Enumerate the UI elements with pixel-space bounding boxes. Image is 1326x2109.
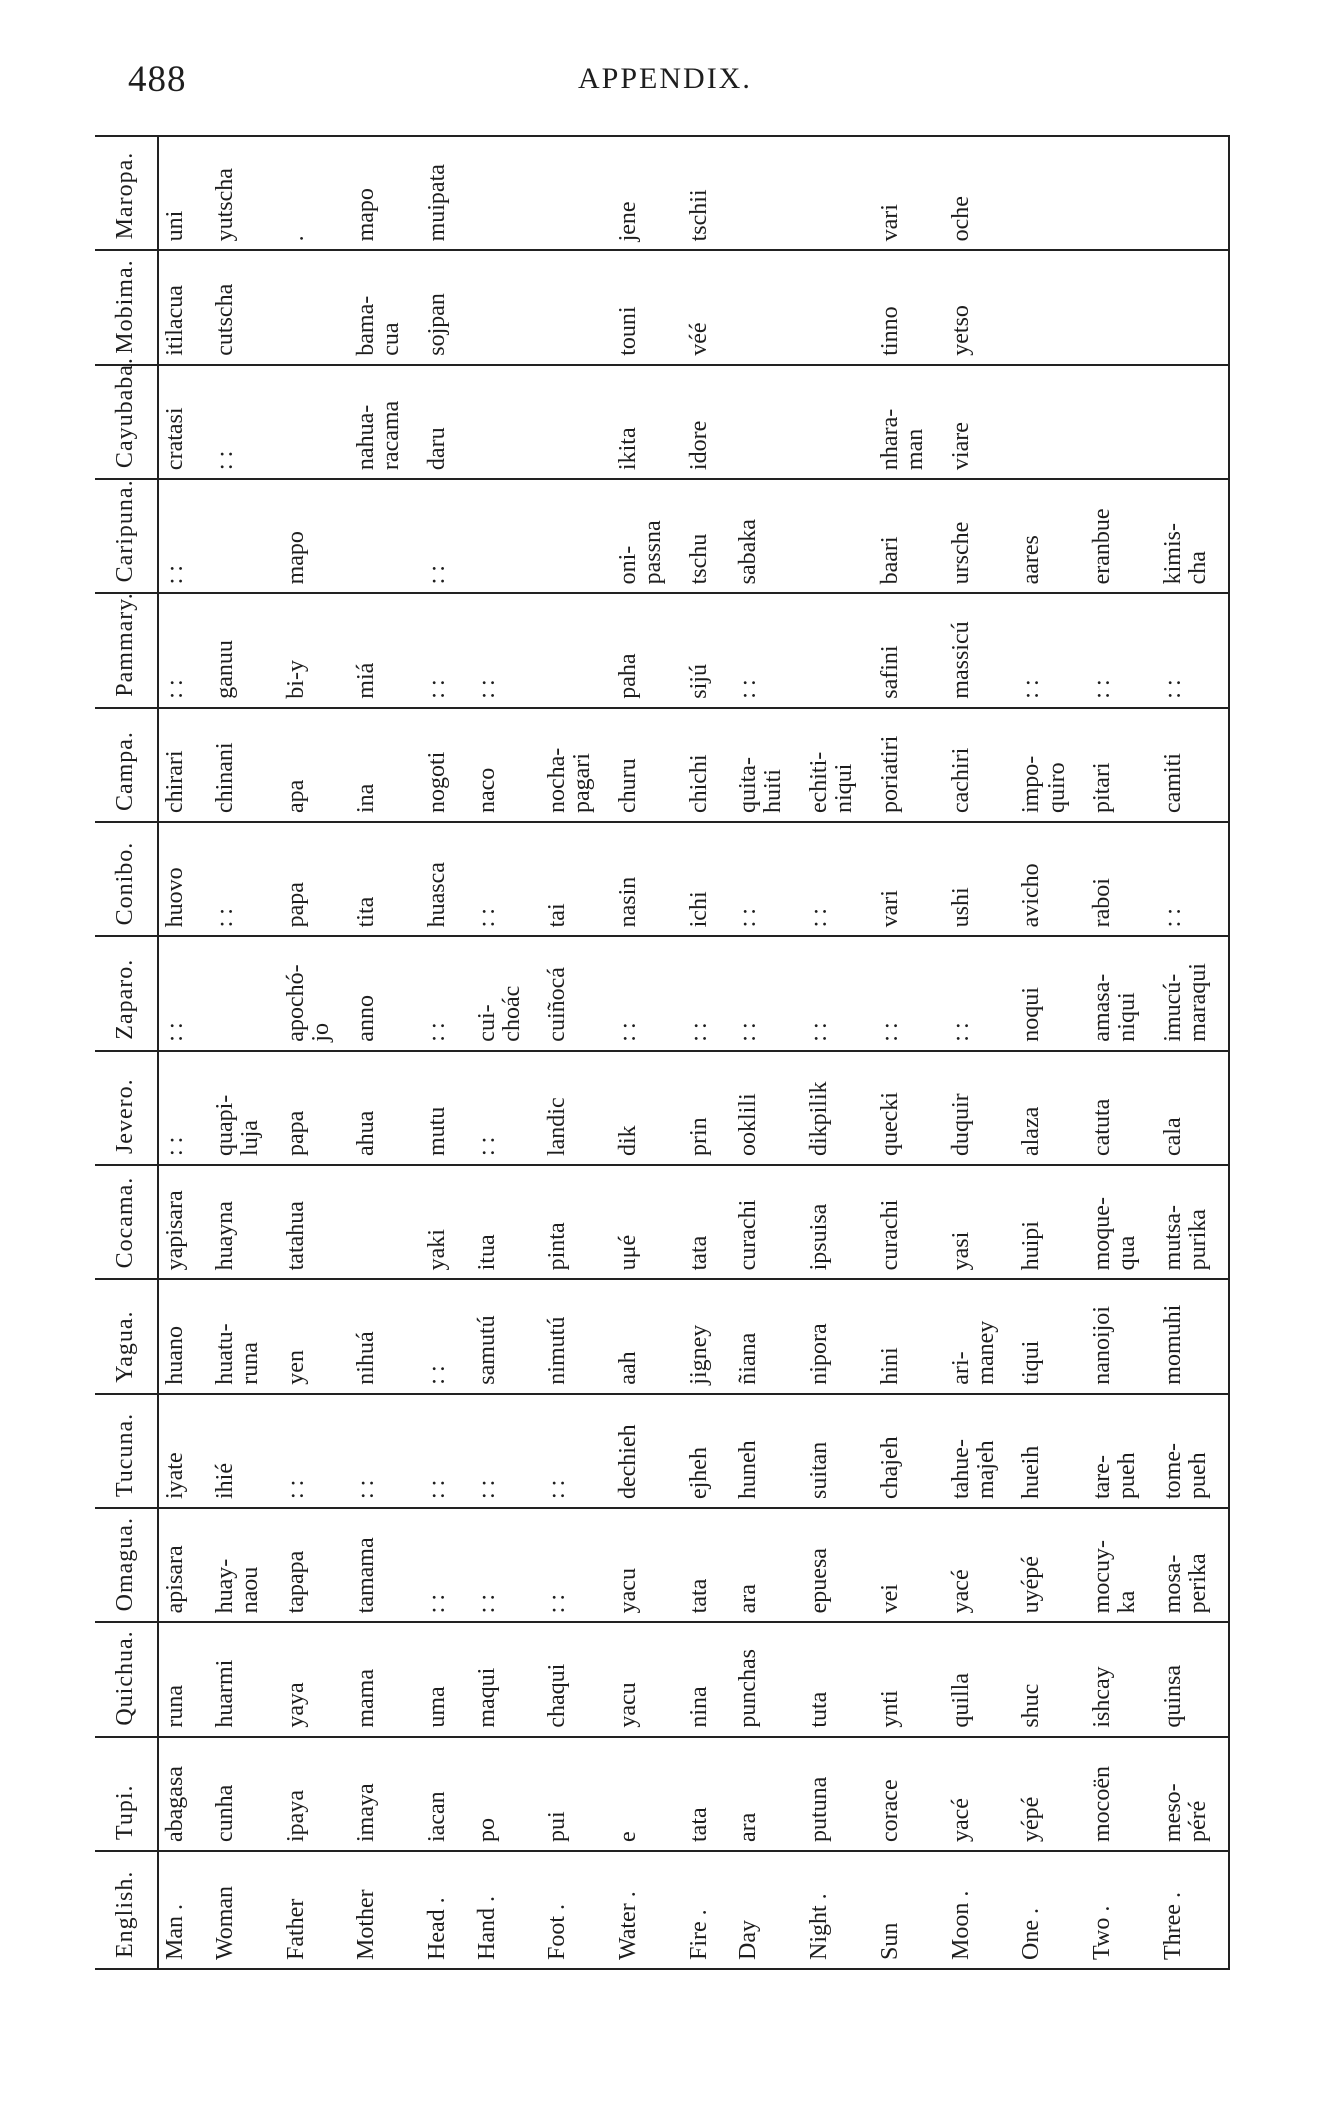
table-cell: touni xyxy=(612,250,683,364)
table-cell: huay- naou xyxy=(209,1508,280,1622)
table-cell: ari- maney xyxy=(945,1279,1016,1393)
table-cell: sojpan xyxy=(421,250,470,364)
table-cell: quilla xyxy=(945,1622,1016,1736)
table-cell: e xyxy=(612,1737,683,1851)
table-cell: uma xyxy=(421,1622,470,1736)
table-cell: : : xyxy=(1157,593,1229,707)
table-row xyxy=(280,136,351,1969)
table-cell: huipi xyxy=(1015,1165,1086,1279)
table-cell: tai xyxy=(541,822,612,936)
table-cell: itua xyxy=(471,1165,542,1279)
table-row xyxy=(874,136,945,1969)
table-row xyxy=(471,136,542,1969)
table-row xyxy=(1086,136,1157,1969)
table-cell: hueih xyxy=(1015,1394,1086,1508)
table-cell: véé xyxy=(683,250,732,364)
table-cell: : : xyxy=(732,822,803,936)
table-header-row xyxy=(95,136,158,1969)
table-cell: : : xyxy=(683,936,732,1050)
table-cell xyxy=(541,250,612,364)
table-cell xyxy=(732,365,803,479)
table-cell: yaya xyxy=(280,1622,351,1736)
table-cell: runa xyxy=(158,1622,209,1736)
table-cell: alaza xyxy=(1015,1051,1086,1165)
table-cell: chaqui xyxy=(541,1622,612,1736)
table-cell: yaki xyxy=(421,1165,470,1279)
row-label: Man . xyxy=(158,1851,209,1969)
table-cell: imaya xyxy=(350,1737,421,1851)
table-cell: ipaya xyxy=(280,1737,351,1851)
table-cell: quita- huiti xyxy=(732,708,803,822)
table-cell: : : xyxy=(350,1394,421,1508)
table-cell: chajeh xyxy=(874,1394,945,1508)
table-cell: safini xyxy=(874,593,945,707)
table-cell: tata xyxy=(683,1508,732,1622)
table-cell: curachi xyxy=(732,1165,803,1279)
table-cell xyxy=(1157,250,1229,364)
table-cell xyxy=(541,593,612,707)
table-row xyxy=(1157,136,1229,1969)
table-cell: pinta xyxy=(541,1165,612,1279)
table-cell: uni xyxy=(158,136,209,250)
table-cell: : : xyxy=(471,593,542,707)
table-cell: : : xyxy=(945,936,1016,1050)
table-cell: suitan xyxy=(803,1394,874,1508)
table-cell xyxy=(209,936,280,1050)
table-cell: : : xyxy=(471,822,542,936)
table-cell xyxy=(1157,136,1229,250)
table-cell: mapo xyxy=(350,136,421,250)
page-number: 488 xyxy=(128,59,187,100)
table-cell xyxy=(350,1165,421,1279)
table-cell: mutsa- purika xyxy=(1157,1165,1229,1279)
table-cell: mocuy- ka xyxy=(1086,1508,1157,1622)
table-cell: echiti- niqui xyxy=(803,708,874,822)
column-header: Yagua. xyxy=(95,1279,158,1393)
table-cell: poriatiri xyxy=(874,708,945,822)
table-cell: : : xyxy=(421,479,470,593)
table-cell: putuna xyxy=(803,1737,874,1851)
vocabulary-table-container xyxy=(95,135,1230,1970)
table-cell: yen xyxy=(280,1279,351,1393)
table-cell xyxy=(803,593,874,707)
page-header xyxy=(128,58,1248,108)
table-cell: jigney xyxy=(683,1279,732,1393)
table-cell: : : xyxy=(158,936,209,1050)
table-cell: ina xyxy=(350,708,421,822)
table-cell: corace xyxy=(874,1737,945,1851)
table-cell xyxy=(471,250,542,364)
table-cell: : : xyxy=(1015,593,1086,707)
table-cell: miá xyxy=(350,593,421,707)
row-label: Moon . xyxy=(945,1851,1016,1969)
table-cell: vari xyxy=(874,822,945,936)
table-cell: yacé xyxy=(945,1737,1016,1851)
table-cell: huneh xyxy=(732,1394,803,1508)
table-cell: punchas xyxy=(732,1622,803,1736)
row-label: Foot . xyxy=(541,1851,612,1969)
table-cell: cala xyxy=(1157,1051,1229,1165)
table-cell xyxy=(1086,365,1157,479)
table-cell: dechieh xyxy=(612,1394,683,1508)
row-label: Woman xyxy=(209,1851,280,1969)
table-cell: tita xyxy=(350,822,421,936)
table-cell: baari xyxy=(874,479,945,593)
table-cell: eranbue xyxy=(1086,479,1157,593)
table-cell: dikpilik xyxy=(803,1051,874,1165)
table-cell: noqui xyxy=(1015,936,1086,1050)
table-cell: : : xyxy=(421,1394,470,1508)
table-cell: : : xyxy=(209,365,280,479)
table-cell: apisara xyxy=(158,1508,209,1622)
table-cell: kimis- cha xyxy=(1157,479,1229,593)
table-cell: ara xyxy=(732,1508,803,1622)
table-cell: sabaka xyxy=(732,479,803,593)
row-label: Water . xyxy=(612,1851,683,1969)
table-cell: tuta xyxy=(803,1622,874,1736)
table-cell: chichi xyxy=(683,708,732,822)
table-cell: ushi xyxy=(945,822,1016,936)
row-label: Fire . xyxy=(683,1851,732,1969)
table-cell: imucú- maraqui xyxy=(1157,936,1229,1050)
table-cell: momuhi xyxy=(1157,1279,1229,1393)
table-cell: daru xyxy=(421,365,470,479)
column-header: Campa. xyxy=(95,708,158,822)
table-cell: : : xyxy=(421,593,470,707)
table-cell: : : xyxy=(158,1051,209,1165)
table-cell: avicho xyxy=(1015,822,1086,936)
table-cell: vei xyxy=(874,1508,945,1622)
table-cell: tare- pueh xyxy=(1086,1394,1157,1508)
table-row xyxy=(612,136,683,1969)
table-cell: cratasi xyxy=(158,365,209,479)
table-cell: nihuá xyxy=(350,1279,421,1393)
table-cell: tschii xyxy=(683,136,732,250)
table-cell: : : xyxy=(874,936,945,1050)
table-cell: : : xyxy=(803,936,874,1050)
table-cell: ooklili xyxy=(732,1051,803,1165)
table-cell: landic xyxy=(541,1051,612,1165)
table-cell: ejheh xyxy=(683,1394,732,1508)
table-cell: shuc xyxy=(1015,1622,1086,1736)
table-cell: curachi xyxy=(874,1165,945,1279)
table-cell xyxy=(541,479,612,593)
table-cell xyxy=(471,365,542,479)
table-cell xyxy=(350,479,421,593)
table-cell xyxy=(209,479,280,593)
table-cell: aares xyxy=(1015,479,1086,593)
table-cell: idore xyxy=(683,365,732,479)
table-cell: cunha xyxy=(209,1737,280,1851)
table-cell: tschu xyxy=(683,479,732,593)
row-label: Mother xyxy=(350,1851,421,1969)
table-row xyxy=(209,136,280,1969)
table-cell: sijú xyxy=(683,593,732,707)
table-cell: : : xyxy=(612,936,683,1050)
table-cell: cui- choác xyxy=(471,936,542,1050)
table-cell: yutscha xyxy=(209,136,280,250)
table-cell xyxy=(1015,250,1086,364)
table-row xyxy=(945,136,1016,1969)
table-cell: churu xyxy=(612,708,683,822)
table-cell: uyépé xyxy=(1015,1508,1086,1622)
table-cell xyxy=(732,136,803,250)
table-cell: uμé xyxy=(612,1165,683,1279)
table-cell: oni- passna xyxy=(612,479,683,593)
table-cell: apa xyxy=(280,708,351,822)
column-header: Tupi. xyxy=(95,1737,158,1851)
table-cell xyxy=(471,479,542,593)
table-cell: yetso xyxy=(945,250,1016,364)
table-cell: : : xyxy=(421,1508,470,1622)
running-head: APPENDIX. xyxy=(578,62,752,95)
table-cell: mocoën xyxy=(1086,1737,1157,1851)
table-cell: : : xyxy=(209,822,280,936)
table-cell: nhara- man xyxy=(874,365,945,479)
table-cell: mutu xyxy=(421,1051,470,1165)
table-cell: mosa- perika xyxy=(1157,1508,1229,1622)
table-cell: yasi xyxy=(945,1165,1016,1279)
table-row xyxy=(421,136,470,1969)
table-cell: ñiana xyxy=(732,1279,803,1393)
table-cell: viare xyxy=(945,365,1016,479)
table-cell: tatahua xyxy=(280,1165,351,1279)
table-cell: yacu xyxy=(612,1622,683,1736)
table-cell: ichi xyxy=(683,822,732,936)
table-cell: moque- qua xyxy=(1086,1165,1157,1279)
column-header: Quichua. xyxy=(95,1622,158,1736)
table-cell: chinani xyxy=(209,708,280,822)
column-header: Conibo. xyxy=(95,822,158,936)
table-cell xyxy=(732,250,803,364)
table-cell: iacan xyxy=(421,1737,470,1851)
table-cell: raboi xyxy=(1086,822,1157,936)
table-cell: huatu- runa xyxy=(209,1279,280,1393)
table-cell: yépé xyxy=(1015,1737,1086,1851)
table-cell: itilacua xyxy=(158,250,209,364)
column-header: Caripuna. xyxy=(95,479,158,593)
table-cell: papa xyxy=(280,822,351,936)
table-cell: tata xyxy=(683,1737,732,1851)
table-cell: pitari xyxy=(1086,708,1157,822)
table-cell: duquir xyxy=(945,1051,1016,1165)
vocabulary-table xyxy=(95,135,1230,1970)
table-cell: ishcay xyxy=(1086,1622,1157,1736)
column-header: Omagua. xyxy=(95,1508,158,1622)
table-cell: : : xyxy=(541,1394,612,1508)
table-cell: huayna xyxy=(209,1165,280,1279)
table-cell: jene xyxy=(612,136,683,250)
table-cell: huovo xyxy=(158,822,209,936)
table-cell: nocha- pagari xyxy=(541,708,612,822)
table-cell: meso- péré xyxy=(1157,1737,1229,1851)
table-cell: quinsa xyxy=(1157,1622,1229,1736)
table-cell: huano xyxy=(158,1279,209,1393)
table-cell: iyate xyxy=(158,1394,209,1508)
table-row xyxy=(683,136,732,1969)
table-cell xyxy=(541,136,612,250)
table-cell xyxy=(1015,365,1086,479)
table-cell: tata xyxy=(683,1165,732,1279)
row-label: One . xyxy=(1015,1851,1086,1969)
table-cell: : : xyxy=(732,936,803,1050)
table-cell: : : xyxy=(471,1508,542,1622)
table-cell: : : xyxy=(803,822,874,936)
column-header: Jevero. xyxy=(95,1051,158,1165)
table-cell: nipora xyxy=(803,1279,874,1393)
table-cell xyxy=(280,365,351,479)
table-cell: quecki xyxy=(874,1051,945,1165)
table-cell: pui xyxy=(541,1737,612,1851)
table-cell: : : xyxy=(280,1394,351,1508)
table-cell: ipsuisa xyxy=(803,1165,874,1279)
table-cell: amasa- niqui xyxy=(1086,936,1157,1050)
column-header: Tucuna. xyxy=(95,1394,158,1508)
table-cell: tahue- majeh xyxy=(945,1394,1016,1508)
table-row xyxy=(1015,136,1086,1969)
table-cell xyxy=(471,136,542,250)
row-label: Father xyxy=(280,1851,351,1969)
table-cell: naco xyxy=(471,708,542,822)
table-cell: huarmi xyxy=(209,1622,280,1736)
table-row xyxy=(541,136,612,1969)
table-cell xyxy=(803,250,874,364)
table-cell xyxy=(1157,365,1229,479)
table-cell: ahua xyxy=(350,1051,421,1165)
column-header: Zaparo. xyxy=(95,936,158,1050)
table-cell: ynti xyxy=(874,1622,945,1736)
table-cell: : : xyxy=(1086,593,1157,707)
table-row xyxy=(732,136,803,1969)
table-cell: : : xyxy=(421,936,470,1050)
column-header: Mobima. xyxy=(95,250,158,364)
table-cell: yacé xyxy=(945,1508,1016,1622)
table-cell: mapo xyxy=(280,479,351,593)
table-cell: : : xyxy=(541,1508,612,1622)
table-cell: nasin xyxy=(612,822,683,936)
table-cell: : : xyxy=(1157,822,1229,936)
table-cell xyxy=(1086,250,1157,364)
table-cell: yacu xyxy=(612,1508,683,1622)
table-cell: quapi- luja xyxy=(209,1051,280,1165)
table-cell: anno xyxy=(350,936,421,1050)
table-cell: bi-y xyxy=(280,593,351,707)
table-cell: impo- quiro xyxy=(1015,708,1086,822)
table-cell: oche xyxy=(945,136,1016,250)
table-cell: ganuu xyxy=(209,593,280,707)
table-cell: ursche xyxy=(945,479,1016,593)
column-header: Maropa. xyxy=(95,136,158,250)
table-cell: : : xyxy=(421,1279,470,1393)
table-cell: mama xyxy=(350,1622,421,1736)
column-header: Cayubaba. xyxy=(95,365,158,479)
row-label: Two . xyxy=(1086,1851,1157,1969)
table-cell: paha xyxy=(612,593,683,707)
table-cell: ikita xyxy=(612,365,683,479)
table-cell: tamama xyxy=(350,1508,421,1622)
table-cell: catuta xyxy=(1086,1051,1157,1165)
table-cell: po xyxy=(471,1737,542,1851)
table-cell xyxy=(803,479,874,593)
table-cell: : : xyxy=(732,593,803,707)
table-cell xyxy=(803,365,874,479)
row-label: Sun xyxy=(874,1851,945,1969)
table-cell: camiti xyxy=(1157,708,1229,822)
table-cell: : : xyxy=(158,479,209,593)
table-cell: massicú xyxy=(945,593,1016,707)
table-cell: apochó- jo xyxy=(280,936,351,1050)
table-cell: huasca xyxy=(421,822,470,936)
table-cell xyxy=(1086,136,1157,250)
row-label: Hand . xyxy=(471,1851,542,1969)
table-cell: abagasa xyxy=(158,1737,209,1851)
table-cell: nina xyxy=(683,1622,732,1736)
table-cell: vari xyxy=(874,136,945,250)
table-cell: tome- pueh xyxy=(1157,1394,1229,1508)
table-row xyxy=(158,136,209,1969)
table-cell: bama- cua xyxy=(350,250,421,364)
table-cell: samutú xyxy=(471,1279,542,1393)
table-cell: nogoti xyxy=(421,708,470,822)
table-cell: : : xyxy=(158,593,209,707)
table-cell: nimutú xyxy=(541,1279,612,1393)
table-cell xyxy=(1015,136,1086,250)
table-cell: aah xyxy=(612,1279,683,1393)
table-cell: tiqui xyxy=(1015,1279,1086,1393)
table-cell: hini xyxy=(874,1279,945,1393)
table-cell: tinno xyxy=(874,250,945,364)
table-cell: cuiñocá xyxy=(541,936,612,1050)
table-cell: maqui xyxy=(471,1622,542,1736)
table-cell: dik xyxy=(612,1051,683,1165)
table-cell xyxy=(280,250,351,364)
table-cell xyxy=(541,365,612,479)
table-cell: ihié xyxy=(209,1394,280,1508)
row-label: Head . xyxy=(421,1851,470,1969)
table-cell: . xyxy=(280,136,351,250)
table-cell: : : xyxy=(471,1051,542,1165)
column-header: Cocama. xyxy=(95,1165,158,1279)
table-cell: papa xyxy=(280,1051,351,1165)
table-cell: nahua- racama xyxy=(350,365,421,479)
table-cell: ara xyxy=(732,1737,803,1851)
row-label: Day xyxy=(732,1851,803,1969)
table-cell: prin xyxy=(683,1051,732,1165)
row-label: Three . xyxy=(1157,1851,1229,1969)
table-cell xyxy=(803,136,874,250)
table-cell: yapisara xyxy=(158,1165,209,1279)
table-cell: cutscha xyxy=(209,250,280,364)
table-row xyxy=(350,136,421,1969)
column-header: English. xyxy=(95,1851,158,1969)
table-row xyxy=(803,136,874,1969)
row-label: Night . xyxy=(803,1851,874,1969)
table-cell: tapapa xyxy=(280,1508,351,1622)
table-cell: epuesa xyxy=(803,1508,874,1622)
table-cell: cachiri xyxy=(945,708,1016,822)
table-cell: : : xyxy=(471,1394,542,1508)
table-cell: nanoijoi xyxy=(1086,1279,1157,1393)
table-cell: muipata xyxy=(421,136,470,250)
table-cell: chirari xyxy=(158,708,209,822)
column-header: Pammary. xyxy=(95,593,158,707)
